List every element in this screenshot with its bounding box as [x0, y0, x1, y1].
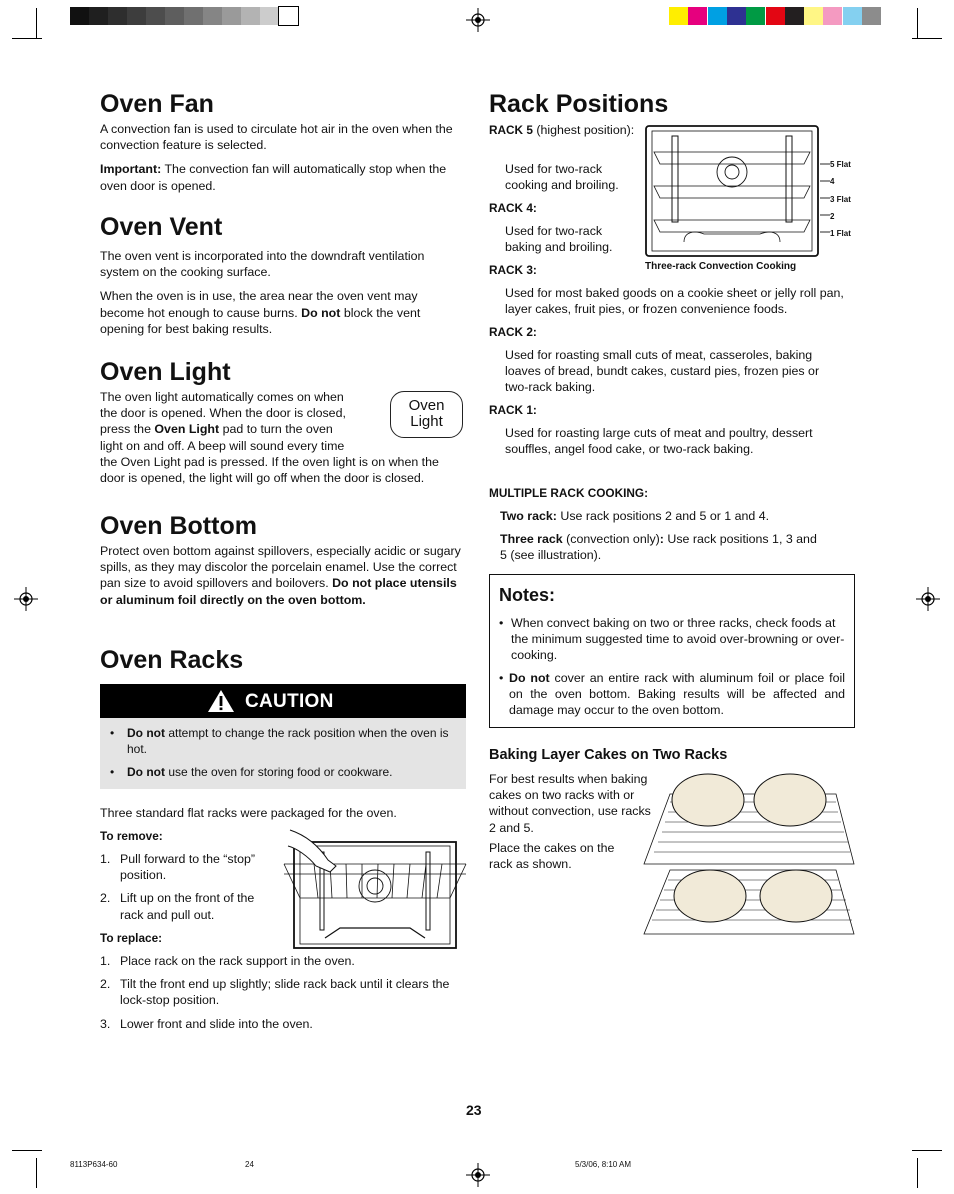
replace-step-2: 2. Tilt the front end up slightly; slide rack back until it clears the lock-stop position.	[100, 977, 450, 1008]
remove-step-1: 1. Pull forward to the “stop” position.	[100, 852, 255, 883]
rack2-label: RACK 2:	[489, 325, 537, 339]
color-swatch	[688, 7, 707, 25]
oven-vent-p1: The oven vent is incorporated into the downdraft ventilation system on the cooking surface.	[100, 249, 425, 280]
gray-swatch	[70, 7, 89, 25]
gray-swatch	[260, 7, 279, 25]
color-swatch	[823, 7, 842, 25]
three-rack-line: Three rack (convection only): Use rack positions 1, 3 and 5 (see illustration).	[500, 532, 817, 563]
rack-label-4: 4	[830, 177, 835, 186]
racks-intro: Three standard flat racks were packaged for the oven.	[100, 806, 397, 820]
rack5-text: Used for two-rack cooking and broiling.	[505, 162, 619, 193]
gray-swatch	[184, 7, 203, 25]
replace-steps	[100, 953, 465, 1039]
rack-label-2: 2	[830, 212, 835, 221]
notes-title: Notes:	[499, 585, 556, 605]
rack-label-3: 3 Flat	[830, 195, 851, 204]
caution-body	[100, 718, 466, 789]
oven-light-line1: The oven light automatically comes on when	[100, 390, 344, 404]
replace-step-3: 3. Lower front and slide into the oven.	[100, 1016, 313, 1031]
color-swatch	[785, 7, 804, 25]
replace-step-1: 1. Place rack on the rack support in the oven.	[100, 954, 355, 968]
gray-swatch	[241, 7, 260, 25]
oven-vent-p2: When the oven is in use, the area near the oven vent may become hot enough to cause burns. Do not block the vent opening for best baking results.	[100, 289, 421, 336]
color-swatch	[727, 7, 746, 25]
caution-item-2: • Do not use the oven for storing food or cookware.	[110, 765, 393, 779]
oven-bottom-text	[100, 543, 465, 608]
gray-swatch	[165, 7, 184, 25]
oven-fan-title: Oven Fan	[100, 90, 214, 118]
footer-right: 5/3/06, 8:10 AM	[575, 1160, 632, 1169]
rack4-text: Used for two-rack baking and broiling.	[505, 224, 613, 255]
gray-swatch	[203, 7, 222, 25]
rack-label-1: 1 Flat	[830, 229, 851, 238]
figure-caption: Three-rack Convection Cooking	[645, 261, 797, 272]
oven-racks-title: Oven Racks	[100, 646, 244, 674]
oven-fan-p2: Important: The convection fan will automatically stop when the oven door is opened.	[100, 162, 447, 193]
rack-positions-title: Rack Positions	[489, 90, 669, 118]
note-item-2: • Do not cover an entire rack with aluminum foil or place foil on the oven bottom. Baking results will be affected and damage may occur to the oven bottom.	[499, 670, 845, 718]
warning-icon	[207, 689, 235, 713]
rack4-label: RACK 4:	[489, 201, 537, 215]
rack1-text: Used for roasting large cuts of meat and poultry, dessert souffles, angel food cake, or two-rack baking.	[505, 426, 813, 457]
registration-mark-right	[916, 587, 940, 611]
three-rack-illustration	[644, 124, 856, 260]
oven-light-line4: light on and off. A beep will sound every time	[100, 438, 345, 453]
color-swatch	[862, 7, 881, 25]
rack3-label: RACK 3:	[489, 263, 537, 277]
note-item-1: • When convect baking on two or three racks, check foods at the minimum suggested time to avoid over-browning or over-cooking.	[499, 616, 845, 663]
gray-swatch	[279, 7, 298, 25]
rack-label-5: 5 Flat	[830, 160, 851, 169]
oven-fan-text	[100, 121, 465, 194]
color-swatch	[708, 7, 727, 25]
registration-mark-left	[14, 587, 38, 611]
oven-light-line2: the door is opened. When the door is closed,	[100, 406, 346, 421]
registration-mark-top	[466, 8, 490, 32]
baking-layers-p2: Place the cakes on the rack as shown.	[489, 841, 615, 872]
page-number: 23	[466, 1102, 482, 1118]
remove-steps	[100, 851, 270, 930]
oven-light-pad-line1: Oven	[408, 397, 445, 414]
rack3-text: Used for most baked goods on a cookie sheet or jelly roll pan, layer cakes, fruit pies, or frozen convenience foods.	[505, 286, 844, 317]
rack2-text: Used for roasting small cuts of meat, casseroles, baking loaves of bread, bundt cakes, custard pies, frozen pies or two-rack baking.	[505, 348, 820, 395]
remove-step-2: 2. Lift up on the front of the rack and pull out.	[100, 891, 255, 922]
oven-light-rest: the Oven Light pad is pressed. If the oven light is on when the door is opened, the light will go off when the door is closed.	[100, 454, 439, 486]
color-swatch	[746, 7, 765, 25]
rack1-label: RACK 1:	[489, 403, 537, 417]
notes-box	[489, 574, 855, 728]
oven-light-line3: press the Oven Light pad to turn the oven	[100, 422, 333, 437]
gray-swatch	[146, 7, 165, 25]
gray-swatch	[89, 7, 108, 25]
notes-list	[499, 615, 845, 718]
rack-removal-illustration	[280, 826, 470, 950]
remove-heading: To remove:	[100, 829, 163, 843]
oven-bottom-p1: Protect oven bottom against spillovers, especially acidic or sugary spills, as they may discolor the porcelain enamel. Use the correct pan size to avoid spillovers and boilovers. Do not place utensils or aluminum foil directly on the oven bottom.	[100, 544, 461, 607]
multiple-rack-heading: MULTIPLE RACK COOKING:	[489, 486, 649, 500]
oven-vent-title: Oven Vent	[100, 213, 223, 241]
baking-layers-p1: For best results when baking cakes on two racks with or without convection, use racks 2 and 5.	[489, 772, 651, 835]
oven-bottom-title: Oven Bottom	[100, 512, 257, 540]
rack5-label: RACK 5 (highest position):	[489, 123, 635, 137]
caution-item-1: • Do not attempt to change the rack position when the oven is hot.	[110, 726, 449, 756]
color-swatch	[843, 7, 862, 25]
oven-light-pad-line2: Light	[410, 413, 443, 430]
oven-light-title: Oven Light	[100, 358, 231, 386]
gray-swatch	[222, 7, 241, 25]
two-rack-line: Two rack: Use rack positions 2 and 5 or 1 and 4.	[500, 509, 770, 523]
gray-swatch	[108, 7, 127, 25]
color-swatch	[804, 7, 823, 25]
oven-vent-text	[100, 248, 465, 337]
cakes-on-racks-illustration	[640, 772, 858, 936]
registration-mark-bottom	[466, 1163, 490, 1187]
gray-swatch	[127, 7, 146, 25]
color-swatch	[669, 7, 688, 25]
baking-layers-title: Baking Layer Cakes on Two Racks	[489, 747, 728, 763]
footer-left: 8113P634-60	[70, 1160, 118, 1169]
oven-fan-p1: A convection fan is used to circulate hot air in the oven when the convection feature is selected.	[100, 122, 453, 153]
caution-header	[100, 684, 466, 718]
oven-light-pad[interactable]	[390, 391, 463, 438]
replace-heading: To replace:	[100, 931, 163, 945]
color-swatch	[766, 7, 785, 25]
caution-label: CAUTION	[245, 691, 334, 712]
footer-center: 24	[245, 1160, 254, 1169]
